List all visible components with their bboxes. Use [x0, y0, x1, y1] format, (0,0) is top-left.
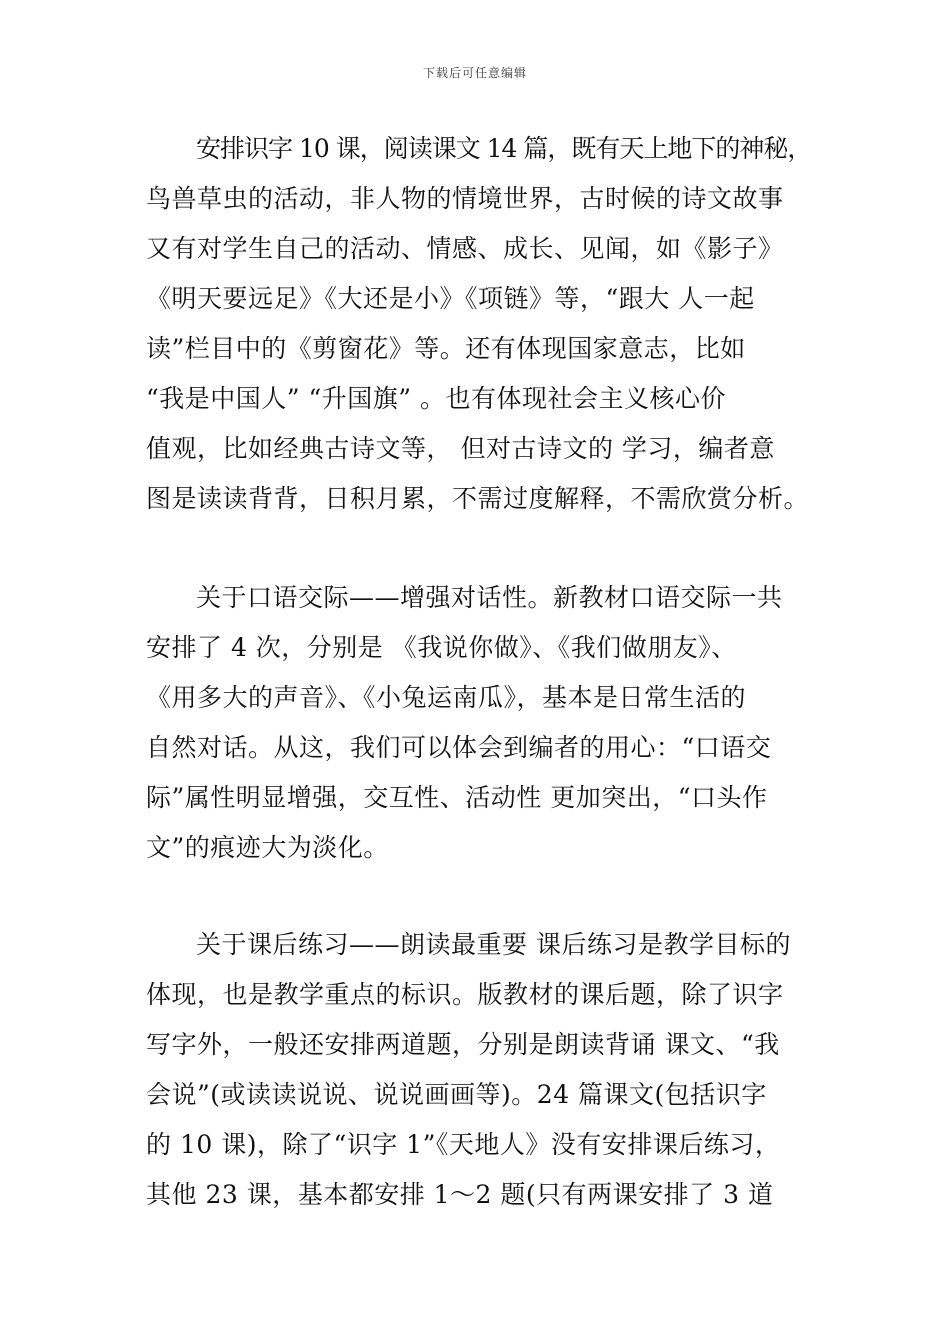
- text-line: 写字外，一般还安排两道题，分别是朗读背诵 课文、“我: [146, 1030, 780, 1059]
- text-line: 会说”(或读读说说、说说画画等)。24 篇课文(包括识字: [146, 1080, 767, 1109]
- text-line: 自然对话。从这，我们可以体会到编者的用心：“口语交: [146, 733, 772, 762]
- text-line: 安排识字 10 课，阅读课文 14 篇，既有天上地下的神秘，: [196, 134, 812, 163]
- paragraph-after-class-exercises: [146, 920, 816, 1220]
- text-line: 体现，也是教学重点的标识。版教材的课后题，除了识字: [146, 980, 784, 1009]
- paragraph-oral-communication: [146, 573, 816, 873]
- text-line: 《用多大的声音》、《小兔运南瓜》，基本是日常生活的: [146, 683, 747, 712]
- text-line: 又有对学生自己的活动、情感、成长、见闻，如《影子》: [146, 234, 784, 263]
- text-line: 值观，比如经典古诗文等， 但对古诗文的 学习，编者意: [146, 434, 775, 463]
- text-line: 读”栏目中的《剪窗花》等。还有体现国家意志，比如: [146, 334, 746, 363]
- text-line: 图是读读背背，日积月累，不需过度解释，不需欣赏分析。: [146, 484, 810, 513]
- text-line: 鸟兽草虫的活动，非人物的情境世界，古时候的诗文故事: [146, 184, 784, 213]
- text-line: 《明天要远足》《大还是小》《项链》等，“跟大 人一起: [146, 284, 755, 313]
- text-line: 安排了 4 次，分别是 《我说你做》、《我们做朋友》、: [146, 633, 737, 662]
- page-header: 下载后可任意编辑: [422, 66, 527, 80]
- paragraph-literacy-reading: [146, 124, 816, 524]
- text-line: 的 10 课)，除了“识字 1”《天地人》没有安排课后练习，: [146, 1130, 781, 1159]
- text-line: 其他 23 课，基本都安排 1～2 题(只有两课安排了 3 道: [146, 1180, 774, 1209]
- text-line: 际”属性明显增强，交互性、活动性 更加突出，“口头作: [146, 783, 768, 812]
- text-line: 文”的痕迹大为淡化。: [146, 833, 389, 862]
- text-line: 关于口语交际——增强对话性。新教材口语交际一共: [196, 583, 783, 612]
- text-line: “我是中国人” “升国旗” 。也有体现社会主义核心价: [146, 384, 727, 413]
- text-line: 关于课后练习——朗读最重要 课后练习是教学目标的: [196, 930, 791, 959]
